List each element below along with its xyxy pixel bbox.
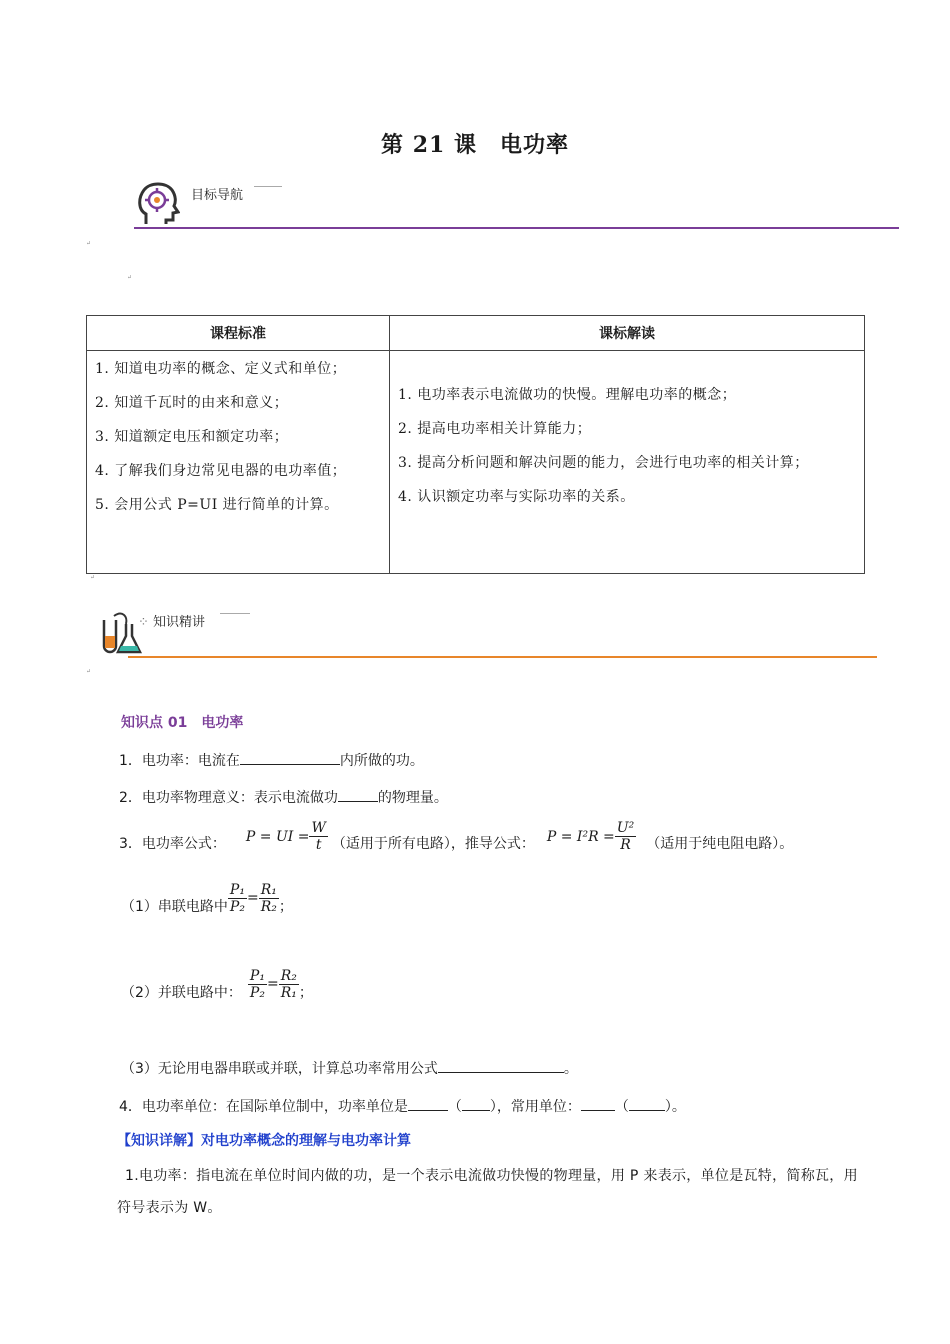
kp-series: （1）串联电路中 $\frac{\text{P₁}}{\text{P₂}}$ = $\frac{\text{R₁}}{\text{R₂}}$ ； — [121, 881, 293, 915]
sparkle-icon: ⁘ — [138, 615, 149, 630]
head-gear-icon — [136, 180, 180, 226]
list-item: 3. 知道额定电压和额定功率； — [95, 429, 289, 445]
list-item: 3. 提高分析问题和解决问题的能力，会进行电功率的相关计算； — [398, 455, 809, 471]
series-ratio-formula: $\frac{\text{P₁}}{\text{P₂}}$ = $\frac{\text{R₁}}{\text{R₂}}$ — [229, 881, 277, 915]
paragraph-mark: ↵ — [86, 240, 92, 247]
kp-line-3: 3．电功率公式： P = UI = $\frac{W}{t}$ （适用于所有电路），推导公式： P = I²R = $\frac{\text{U²}}{R}$ （适用于纯电阻电路）。 — [119, 820, 794, 853]
fill-blank[interactable] — [240, 750, 340, 765]
fill-blank[interactable] — [438, 1058, 564, 1073]
fill-blank[interactable] — [462, 1096, 490, 1111]
parallel-ratio-formula: $\frac{\text{P₁}}{\text{P₂}}$ = $\frac{\text{R₂}}{\text{R₁}}$ — [249, 967, 297, 1001]
table-header-standard: 课程标准 — [87, 316, 390, 351]
kp-line-1: 1．电功率：电流在 内所做的功。 — [119, 750, 424, 770]
list-item: 2. 提高电功率相关计算能力； — [398, 421, 592, 437]
interpretation-list — [390, 351, 865, 574]
paragraph-mark: ↵ — [127, 274, 133, 281]
kp-parallel: （2）并联电路中： $\frac{\text{P₁}}{\text{P₂}}$ = $\frac{\text{R₂}}{\text{R₁}}$ ； — [121, 967, 313, 1001]
section-underline-short — [220, 613, 250, 614]
list-item: 1. 知道电功率的概念、定义式和单位； — [95, 361, 347, 377]
curriculum-table — [86, 315, 865, 574]
list-item: 4. 了解我们身边常见电器的电功率值； — [95, 463, 347, 479]
section-label-knowledge — [138, 611, 205, 630]
section-label-nav: 目标导航 — [191, 188, 244, 203]
fill-blank[interactable] — [581, 1096, 615, 1111]
list-item: 5. 会用公式 P=UI 进行简单的计算。 — [95, 497, 339, 513]
kp-line-4: 4．电功率单位：在国际单位制中，功率单位是 （ ），常用单位： （ ）。 — [119, 1096, 686, 1116]
section-underline-short — [254, 186, 282, 187]
paragraph-mark: ↵ — [86, 668, 92, 675]
fill-blank[interactable] — [338, 787, 378, 802]
standard-list — [87, 351, 390, 574]
fill-blank[interactable] — [408, 1096, 448, 1111]
kp-line-2: 2．电功率物理意义：表示电流做功 的物理量。 — [119, 787, 448, 807]
fill-blank[interactable] — [629, 1096, 665, 1111]
section-divider-purple — [134, 227, 899, 229]
list-item: 1. 电功率表示电流做功的快慢。理解电功率的概念； — [398, 387, 737, 403]
derived-formula: P = I²R = $\frac{\text{U²}}{R}$ — [546, 820, 635, 853]
list-item: 2. 知道千瓦时的由来和意义； — [95, 395, 289, 411]
section-divider-orange — [128, 656, 877, 658]
power-formula: P = UI = $\frac{W}{t}$ — [245, 820, 326, 853]
table-header-interpretation: 课标解读 — [390, 316, 865, 351]
paragraph-mark: ↵ — [90, 574, 96, 581]
knowledge-point-title: 知识点 01 电功率 — [121, 715, 244, 731]
detail-heading: 【知识详解】对电功率概念的理解与电功率计算 — [117, 1133, 411, 1149]
list-item: 4. 认识额定功率与实际功率的关系。 — [398, 489, 635, 505]
kp-total-power: （3）无论用电器串联或并联，计算总功率常用公式 。 — [121, 1058, 578, 1078]
section-label-text: 知识精讲 — [153, 615, 206, 630]
page-title: 第 21 课 电功率 — [381, 132, 569, 158]
detail-paragraph: 1.电功率：指电流在单位时间内做的功，是一个表示电流做功快慢的物理量，用 P 来表示，单位是瓦特，简称瓦，用符号表示为 W。 — [117, 1168, 858, 1216]
